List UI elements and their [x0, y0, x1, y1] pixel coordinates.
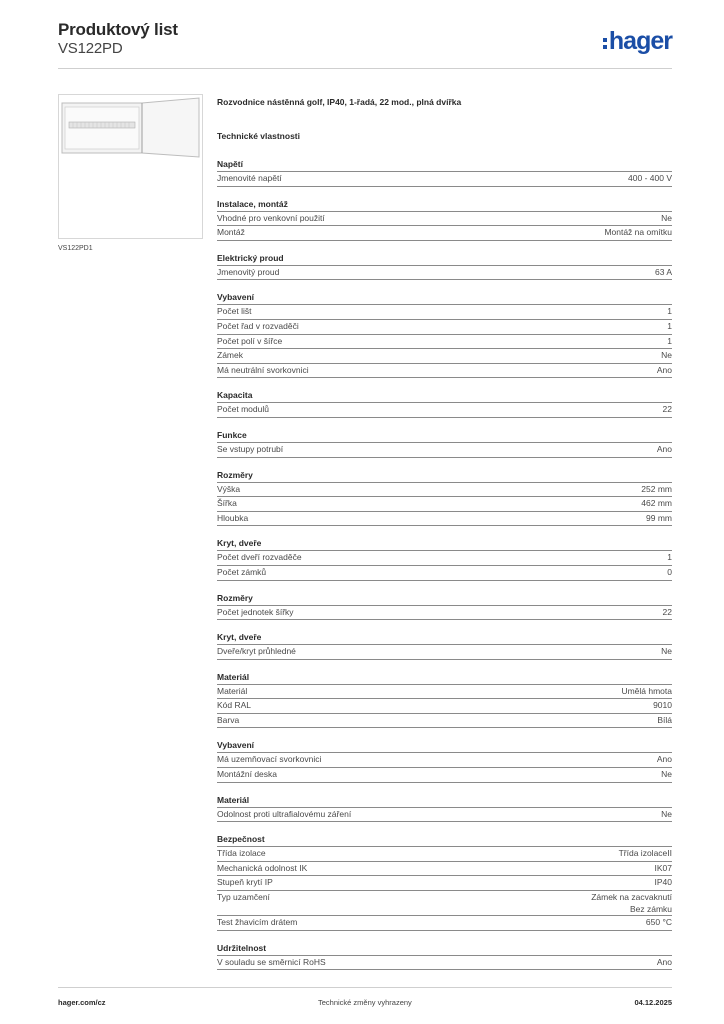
spec-label: Počet polí v šířce [217, 335, 283, 346]
logo-text: hager [608, 27, 672, 55]
spec-label: Kód RAL [217, 700, 252, 711]
product-description: Rozvodnice nástěnná golf, IP40, 1-řadá, 22 mod., plná dvířka [217, 97, 462, 107]
spec-value: 63 A [654, 266, 672, 277]
spec-row [217, 551, 672, 566]
spec-value: 1 [667, 335, 672, 346]
spec-section [217, 793, 672, 823]
spec-value: Ne [661, 646, 672, 657]
spec-section-title: Instalace, montáž [217, 197, 672, 212]
footer-website[interactable]: hager.com/cz [58, 998, 106, 1007]
spec-section [217, 197, 672, 241]
spec-row [217, 768, 672, 783]
spec-section-title: Vybavení [217, 290, 672, 305]
spec-row [217, 862, 672, 877]
spec-value: 0 [667, 566, 672, 577]
spec-section-title: Rozměry [217, 468, 672, 483]
spec-value: 650 °C [645, 917, 672, 928]
spec-value: Ano [656, 443, 672, 454]
spec-label: Jmenovité napětí [217, 173, 282, 183]
spec-label: Montáž [217, 227, 245, 238]
spec-section [217, 832, 672, 930]
spec-row [217, 266, 672, 281]
product-code: VS122PD [58, 40, 123, 57]
spec-label: Mechanická odolnost IK [217, 862, 308, 873]
spec-label: Počet jednotek šířky [217, 606, 294, 617]
spec-section-title: Funkce [217, 428, 672, 443]
spec-label: Počet dveří rozvaděče [217, 552, 302, 563]
spec-row [217, 349, 672, 364]
spec-label: Barva [217, 714, 240, 725]
spec-value: 1 [667, 552, 672, 563]
spec-label: Vhodné pro venkovní použití [217, 212, 325, 223]
spec-value: 462 mm [641, 498, 672, 509]
spec-value: 22 [662, 606, 672, 617]
spec-section-title: Elektrický proud [217, 251, 672, 266]
spec-row [217, 808, 672, 823]
spec-label: V souladu se směrnicí RoHS [217, 956, 326, 967]
spec-label: Počet řad v rozvaděči [217, 320, 299, 331]
spec-label: Odolnost proti ultrafialovému záření [217, 808, 352, 819]
image-caption: VS122PD1 [58, 245, 93, 252]
product-image [58, 94, 203, 239]
spec-value: Třída izolaceII [618, 848, 672, 859]
spec-section [217, 738, 672, 782]
spec-row [217, 645, 672, 660]
document-type-title: Produktový list [58, 20, 178, 39]
spec-label: Má neutrální svorkovnici [217, 364, 309, 375]
spec-row [217, 685, 672, 700]
spec-label: Hloubka [217, 512, 249, 523]
spec-value-line: Bez zámku [629, 904, 672, 915]
spec-row [217, 956, 672, 971]
spec-row [217, 714, 672, 729]
spec-row [217, 483, 672, 498]
spec-value: IK07 [654, 862, 672, 873]
spec-row [217, 320, 672, 335]
spec-value: Ano [656, 754, 672, 765]
spec-label: Počet modulů [217, 404, 269, 415]
spec-row [217, 891, 672, 916]
spec-label: Šířka [217, 498, 237, 509]
spec-value: IP40 [654, 877, 672, 888]
spec-row [217, 335, 672, 350]
spec-section [217, 388, 672, 418]
spec-value: 22 [662, 404, 672, 415]
spec-section [217, 591, 672, 621]
distribution-board-illustration [59, 95, 202, 238]
specification-content [217, 95, 672, 970]
spec-section [217, 157, 672, 187]
page-footer [58, 998, 672, 1010]
technical-properties-heading: Technické vlastnosti [217, 131, 300, 141]
spec-label: Počet zámků [217, 566, 267, 577]
spec-section-title: Kapacita [217, 388, 672, 403]
logo-dots-icon [603, 38, 607, 49]
spec-section-title: Materiál [217, 793, 672, 808]
spec-section-title: Kryt, dveře [217, 536, 672, 551]
spec-label: Počet lišt [217, 306, 252, 317]
spec-value [591, 891, 672, 915]
spec-section-title: Napětí [217, 157, 672, 172]
spec-value: 400 - 400 V [628, 173, 672, 183]
spec-row [217, 753, 672, 768]
spec-section [217, 290, 672, 378]
spec-value: Umělá hmota [621, 685, 672, 696]
spec-row [217, 226, 672, 241]
spec-value: Ano [656, 956, 672, 967]
spec-row [217, 172, 672, 187]
spec-value: Ano [656, 364, 672, 375]
hager-logo [603, 28, 672, 54]
spec-label: Montážní deska [217, 769, 278, 780]
spec-section [217, 251, 672, 281]
spec-section [217, 630, 672, 660]
spec-label: Dveře/kryt průhledné [217, 646, 296, 657]
spec-row [217, 403, 672, 418]
spec-section [217, 536, 672, 580]
spec-row [217, 566, 672, 581]
spec-value-line: Zámek na zacvaknutí [591, 892, 672, 903]
spec-value: 99 mm [646, 512, 672, 523]
spec-label: Se vstupy potrubí [217, 443, 284, 454]
spec-label: Typ uzamčení [217, 892, 270, 903]
spec-row [217, 497, 672, 512]
spec-value: Ne [661, 808, 672, 819]
spec-section [217, 670, 672, 729]
spec-label: Výška [217, 483, 241, 494]
spec-label: Materiál [217, 685, 248, 696]
spec-section-title: Bezpečnost [217, 832, 672, 847]
header-divider [58, 68, 672, 69]
spec-label: Test žhavicím drátem [217, 917, 298, 928]
spec-label: Má uzemňovací svorkovnici [217, 754, 322, 765]
spec-section [217, 941, 672, 971]
spec-row [217, 847, 672, 862]
spec-value: Montáž na omítku [604, 227, 672, 238]
spec-section-title: Materiál [217, 670, 672, 685]
spec-section-title: Kryt, dveře [217, 630, 672, 645]
spec-section [217, 428, 672, 458]
spec-value: 1 [667, 306, 672, 317]
spec-label: Zámek [217, 350, 243, 361]
spec-row [217, 876, 672, 891]
spec-value: 252 mm [641, 483, 672, 494]
spec-row [217, 699, 672, 714]
footer-note: Technické změny vyhrazeny [318, 998, 412, 1007]
spec-label: Jmenovitý proud [217, 266, 280, 277]
spec-row [217, 364, 672, 379]
spec-row [217, 443, 672, 458]
spec-sections [217, 157, 672, 970]
spec-value: Ne [661, 350, 672, 361]
spec-section-title: Rozměry [217, 591, 672, 606]
spec-row [217, 916, 672, 931]
spec-value: 9010 [653, 700, 672, 711]
spec-section-title: Udržitelnost [217, 941, 672, 956]
footer-date: 04.12.2025 [634, 998, 672, 1007]
spec-section-title: Vybavení [217, 738, 672, 753]
spec-row [217, 212, 672, 227]
spec-value: Ne [661, 769, 672, 780]
spec-section [217, 468, 672, 527]
footer-divider [58, 987, 672, 988]
spec-label: Třída izolace [217, 848, 266, 859]
spec-value: 1 [667, 320, 672, 331]
spec-label: Stupeň krytí IP [217, 877, 273, 888]
page-header [58, 20, 672, 70]
spec-row [217, 305, 672, 320]
spec-value: Ne [661, 212, 672, 223]
spec-row [217, 606, 672, 621]
spec-value: Bílá [657, 714, 672, 725]
spec-row [217, 512, 672, 527]
